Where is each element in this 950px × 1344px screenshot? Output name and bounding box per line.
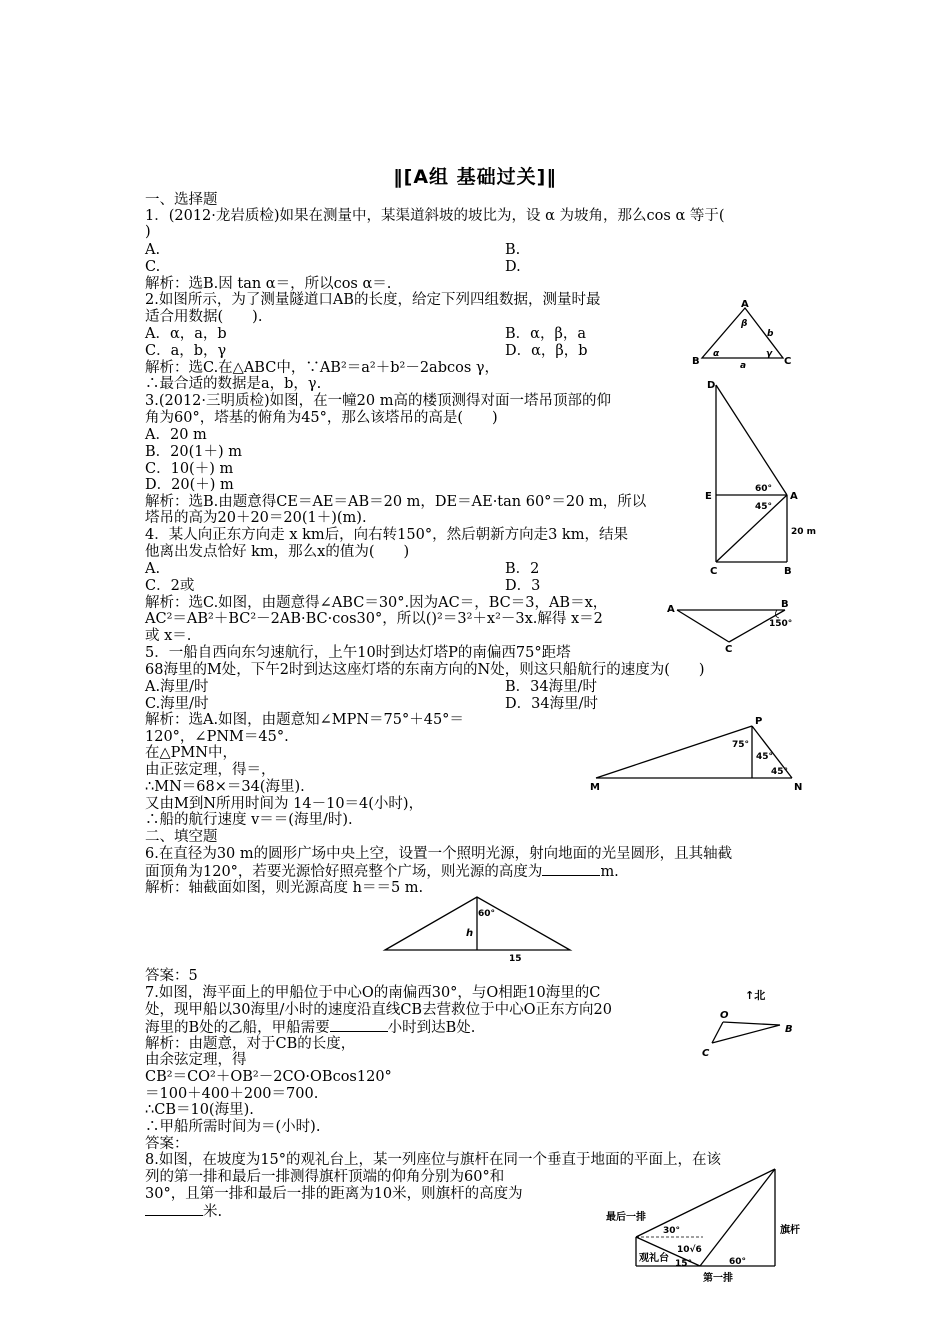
fig2-gamma: γ bbox=[766, 349, 773, 359]
q3-option-c: C．10(＋) m bbox=[145, 461, 234, 477]
q4-option-a: A. bbox=[145, 561, 161, 577]
q4-path-figure bbox=[665, 598, 805, 653]
fig8-distance: 10√6 bbox=[677, 1245, 702, 1255]
q7-solution-3: CB²＝CO²＋OB²－2CO·OBcos120° bbox=[145, 1069, 392, 1085]
fig6-angle: 60° bbox=[478, 909, 496, 919]
fig6-height-label: h bbox=[466, 928, 474, 939]
q4-option-c: C．2或 bbox=[145, 578, 195, 594]
q3-solution-1: 解析：选B.由题意得CE＝AE＝AB＝20 m，DE＝AE·tan 60°＝20 m，所以 bbox=[145, 494, 647, 510]
q8-stem-4: 米. bbox=[145, 1203, 222, 1220]
q5-option-b: B．34海里/时 bbox=[505, 679, 597, 695]
fig3-label-e: E bbox=[705, 491, 712, 502]
q1-solution: 解析：选B.因 tan α＝，所以cos α＝. bbox=[145, 276, 392, 292]
q4-solution-2: AC²＝AB²＋BC²－2AB·BC·cos30°，所以()²＝3²＋x²－3x.解得 x＝2 bbox=[145, 611, 603, 627]
fig8-angle-15: 15° bbox=[675, 1259, 693, 1269]
q5-solution-5: ∴MN＝68×＝34(海里). bbox=[145, 779, 305, 795]
q8-stem-3: 30°，且第一排和最后一排的距离为10米，则旗杆的高度为 bbox=[145, 1186, 523, 1202]
q8-flagpole-figure bbox=[603, 1165, 808, 1285]
q4-solution-3: 或 x＝. bbox=[145, 628, 192, 644]
fig5-angle-45-top: 45° bbox=[756, 752, 774, 762]
q5-ship-figure bbox=[588, 712, 810, 794]
fig8-first-row: 第一排 bbox=[703, 1273, 733, 1284]
q7-answer: 答案： bbox=[145, 1136, 189, 1152]
q3-stem-2: 角为60°，塔基的俯角为45°，那么该塔吊的高是( ) bbox=[145, 410, 498, 426]
q3-crane-figure bbox=[702, 378, 827, 578]
q5-option-d: D．34海里/时 bbox=[505, 696, 598, 712]
fig2-beta: β bbox=[741, 319, 748, 329]
q6-solution: 解析：轴截面如图，则光源高度 h＝＝5 m. bbox=[145, 880, 424, 896]
fig5-angle-75: 75° bbox=[732, 740, 750, 750]
fig8-last-row: 最后一排 bbox=[606, 1212, 646, 1223]
q2-solution-2: ∴最合适的数据是a，b，γ. bbox=[145, 376, 322, 392]
q7-ship-rescue-figure bbox=[695, 985, 805, 1065]
fig3-angle-60: 60° bbox=[755, 484, 773, 494]
q2-stem-2: 适合用数据( ). bbox=[145, 309, 263, 325]
q6-answer-blank[interactable] bbox=[542, 863, 600, 876]
fig3-label-b: B bbox=[784, 566, 792, 577]
q7-stem: 7.如图，海平面上的甲船位于中心O的南偏西30°，与O相距10海里的C bbox=[145, 985, 601, 1001]
fig4-angle: 150° bbox=[769, 619, 793, 629]
q7-solution-2: 由余弦定理，得 bbox=[145, 1052, 247, 1068]
q1-stem-end: ) bbox=[145, 224, 151, 240]
fig3-angle-45: 45° bbox=[755, 502, 773, 512]
q5-solution-7: ∴船的航行速度 v＝＝(海里/时). bbox=[145, 812, 353, 828]
fig2-label-a: A bbox=[741, 299, 749, 310]
q2-stem: 2.如图所示，为了测量隧道口AB的长度，给定下列四组数据，测量时最 bbox=[145, 292, 601, 308]
fig8-stand: 观礼台 bbox=[639, 1253, 669, 1264]
q4-option-b: B．2 bbox=[505, 561, 540, 577]
q4-solution-1: 解析：选C.如图，由题意得∠ABC＝30°.因为AC＝，BC＝3，AB＝x， bbox=[145, 595, 608, 611]
fig8-angle-30: 30° bbox=[663, 1226, 681, 1236]
q1-stem: 1．(2012·龙岩质检)如果在测量中，某渠道斜坡的坡比为，设 α 为坡角，那么cos α 等于( bbox=[145, 208, 725, 224]
q6-answer: 答案：5 bbox=[145, 968, 198, 984]
q1-option-c: C. bbox=[145, 259, 161, 275]
q2-triangle-figure bbox=[690, 298, 800, 378]
q7-solution-4: ＝100＋400＋200＝700. bbox=[145, 1086, 319, 1102]
q3-option-b: B．20(1＋) m bbox=[145, 444, 243, 460]
fig4-label-a: A bbox=[667, 604, 675, 615]
q8-answer-blank[interactable] bbox=[145, 1203, 203, 1216]
q4-option-d: D．3 bbox=[505, 578, 541, 594]
fig3-label-d: D bbox=[707, 380, 716, 391]
fig7-north-arrow: ↑北 bbox=[745, 989, 766, 1002]
section-title: ‖[A组 基础过关]‖ bbox=[393, 166, 557, 188]
fig5-label-n: N bbox=[794, 782, 803, 793]
fig4-label-b: B bbox=[781, 599, 789, 610]
q4-stem: 4．某人向正东方向走 x km后，向右转150°，然后朝新方向走3 km，结果 bbox=[145, 527, 628, 543]
q5-stem: 5．一船自西向东匀速航行，上午10时到达灯塔P的南偏西75°距塔 bbox=[145, 645, 571, 661]
q7-answer-blank[interactable] bbox=[330, 1019, 388, 1032]
fig2-alpha: α bbox=[713, 349, 720, 359]
fig5-label-p: P bbox=[755, 716, 763, 727]
q5-solution-6: 又由M到N所用时间为 14－10＝4(小时)， bbox=[145, 796, 424, 812]
fig7-label-b: B bbox=[785, 1024, 793, 1035]
q5-option-c: C.海里/时 bbox=[145, 696, 209, 712]
q4-stem-2: 他离出发点恰好 km，那么x的值为( ) bbox=[145, 544, 410, 560]
q6-stem: 6.在直径为30 m的圆形广场中央上空，设置一个照明光源，射向地面的光呈圆形，且其轴截 bbox=[145, 846, 733, 862]
q5-option-a: A.海里/时 bbox=[145, 679, 209, 695]
fig2-label-c: C bbox=[784, 356, 792, 367]
q5-solution-1: 解析：选A.如图，由题意知∠MPN＝75°＋45°＝ bbox=[145, 712, 464, 728]
q2-option-c: C．a，b，γ bbox=[145, 343, 227, 359]
fig5-angle-45-bottom: 45° bbox=[771, 767, 789, 777]
q5-solution-3: 在△PMN中， bbox=[145, 745, 237, 761]
q3-solution-2: 塔吊的高为20＋20＝20(1＋)(m). bbox=[145, 510, 367, 526]
q5-stem-2: 68海里的M处，下午2时到达这座灯塔的东南方向的N处，则这只船航行的速度为( ) bbox=[145, 662, 705, 678]
fig2-side-b: b bbox=[767, 329, 774, 339]
q1-option-d: D. bbox=[505, 259, 521, 275]
q3-option-d: D．20(＋) m bbox=[145, 477, 234, 493]
fig8-angle-60: 60° bbox=[729, 1257, 747, 1267]
section-heading-fill: 二、填空题 bbox=[145, 829, 218, 845]
fig7-label-o: O bbox=[720, 1010, 729, 1021]
q6-stem-2: 面顶角为120°，若要光源恰好照亮整个广场，则光源的高度为 m. bbox=[145, 864, 619, 880]
fig8-flagpole: 旗杆 bbox=[780, 1225, 800, 1236]
q8-stem: 8.如图，在坡度为15°的观礼台上，某一列座位与旗杆在同一个垂直于地面的平面上，在该 bbox=[145, 1152, 722, 1168]
q8-stem-2: 列的第一排和最后一排测得旗杆顶端的仰角分别为60°和 bbox=[145, 1169, 505, 1185]
q7-solution-6: ∴甲船所需时间为＝(小时). bbox=[145, 1119, 321, 1135]
fig5-label-m: M bbox=[590, 782, 600, 793]
fig3-height: 20 m bbox=[791, 527, 817, 537]
q7-stem-3: 海里的B处的乙船，甲船需要 小时到达B处. bbox=[145, 1020, 476, 1036]
section-heading-choice: 一、选择题 bbox=[145, 192, 218, 208]
fig3-label-c: C bbox=[710, 566, 718, 577]
q6-cone-figure bbox=[382, 893, 572, 965]
q1-option-b: B. bbox=[505, 242, 521, 258]
q3-option-a: A．20 m bbox=[145, 427, 207, 443]
fig7-label-c: C bbox=[702, 1048, 710, 1059]
q3-stem: 3.(2012·三明质检)如图，在一幢20 m高的楼顶测得对面一塔吊顶部的仰 bbox=[145, 393, 611, 409]
q7-stem-2: 处，现甲船以30海里/小时的速度沿直线CB去营救位于中心O正东方向20 bbox=[145, 1002, 612, 1018]
q2-option-d: D．α，β，b bbox=[505, 343, 588, 359]
q7-solution-1: 解析：由题意，对于CB的长度， bbox=[145, 1036, 356, 1052]
fig2-label-b: B bbox=[692, 356, 700, 367]
q1-option-a: A. bbox=[145, 242, 161, 258]
q2-option-a: A．α，a，b bbox=[145, 326, 227, 342]
fig3-label-a: A bbox=[790, 491, 798, 502]
fig4-label-c: C bbox=[725, 644, 733, 655]
q2-option-b: B．α，β，a bbox=[505, 326, 586, 342]
fig2-side-a: a bbox=[740, 361, 747, 371]
q2-solution-1: 解析：选C.在△ABC中，∵AB²＝a²＋b²－2abcos γ， bbox=[145, 360, 500, 376]
q7-solution-5: ∴CB＝10(海里). bbox=[145, 1102, 254, 1118]
q5-solution-2: 120°，∠PNM＝45°. bbox=[145, 729, 289, 745]
fig6-base-label: 15 bbox=[509, 954, 522, 964]
q5-solution-4: 由正弦定理，得＝， bbox=[145, 762, 276, 778]
